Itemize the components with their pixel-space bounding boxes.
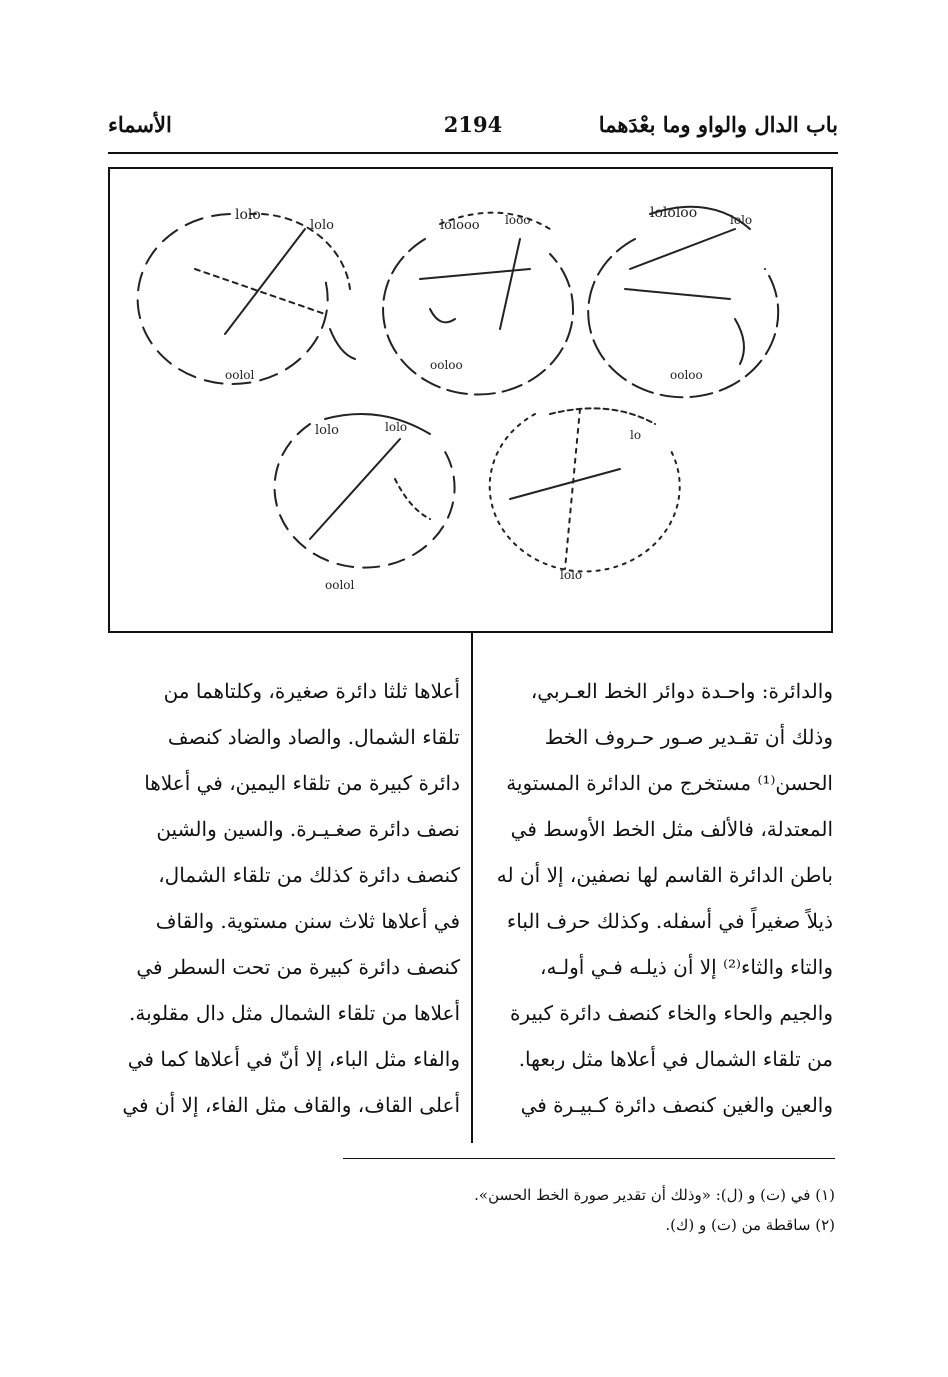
svg-text:oolol: oolol [325, 578, 355, 592]
footnotes [474, 1180, 835, 1240]
text-line: ذيلاً صغيراً في أسفله. وكذلك حرف الباء [506, 909, 833, 933]
text-line: أعلى القاف، والقاف مثل الفاء، إلا أن في [122, 1093, 460, 1117]
svg-text:oolol: oolol [225, 368, 255, 382]
text-line: الحسن⁽¹⁾ مستخرج من الدائرة المستوية [506, 771, 833, 795]
svg-text:lolo: lolo [235, 207, 261, 223]
prosody-circles-figure [108, 167, 833, 633]
footnote-rule [343, 1158, 835, 1159]
text-line: والفاء مثل الباء، إلا أنّ في أعلاها كما في [127, 1047, 460, 1071]
text-column-right [485, 668, 833, 1128]
text-line: أعلاها من تلقاء الشمال مثل دال مقلوبة. [129, 1001, 460, 1025]
text-line: كنصف دائرة كبيرة من تحت السطر في [136, 955, 460, 979]
svg-text:lolooo: lolooo [440, 218, 480, 233]
text-line: في أعلاها ثلاث سنن مستوية. والقاف [155, 909, 460, 933]
footnote: (٢) ساقطة من (ت) و (ك). [665, 1216, 835, 1234]
svg-text:ooloo: ooloo [430, 358, 463, 372]
text-line: دائرة كبيرة من تلقاء اليمين، في أعلاها [144, 771, 460, 795]
svg-text:lo: lo [630, 428, 642, 442]
circle-drawing-3 [588, 205, 778, 397]
circle-drawing-5 [490, 408, 680, 582]
prosody-circles-drawing [110, 169, 835, 635]
svg-text:ooloo: ooloo [670, 368, 703, 382]
text-line: تلقاء الشمال. والصاد والضاد كنصف [167, 725, 460, 749]
text-line: نصف دائرة صغـيـرة. والسين والشين [156, 817, 460, 841]
text-line: باطن الدائرة القاسم لها نصفين، إلا أن له [496, 863, 833, 887]
text-line: وذلك أن تقـدير صـور حـروف الخط [544, 725, 833, 749]
page-number: 2194 [443, 112, 503, 137]
text-line: كنصف دائرة كذلك من تلقاء الشمال، [158, 863, 460, 887]
svg-text:lolo: lolo [730, 213, 753, 227]
header-rule [108, 152, 838, 154]
text-line: والدائرة: واحـدة دوائر الخط العـربي، [530, 679, 833, 703]
svg-text:lololoo: lololoo [650, 205, 698, 221]
circle-drawing-1 [138, 207, 355, 384]
column-divider [471, 633, 473, 1143]
svg-text:lolo: lolo [560, 568, 583, 582]
text-line: والجيم والحاء والخاء كنصف دائرة كبيرة [509, 1001, 833, 1025]
text-column-left [105, 668, 460, 1128]
circle-drawing-4 [275, 414, 455, 592]
section-title: الأسماء [108, 112, 172, 137]
svg-text:looo: looo [505, 213, 531, 227]
text-line: من تلقاء الشمال في أعلاها مثل ربعها. [518, 1047, 833, 1071]
svg-text:lolo: lolo [310, 218, 334, 233]
text-line: أعلاها ثلثا دائرة صغيرة، وكلتاهما من [163, 679, 460, 703]
svg-text:lolo: lolo [315, 423, 339, 438]
page-header [108, 112, 838, 152]
text-line: والتاء والثاء⁽²⁾ إلا أن ذيلـه فـي أولـه، [539, 955, 833, 979]
svg-text:lolo: lolo [385, 420, 408, 434]
text-line: المعتدلة، فالألف مثل الخط الأوسط في [510, 817, 833, 841]
text-line: والعين والغين كنصف دائرة كـبيـرة في [520, 1093, 833, 1117]
footnote: (١) في (ت) و (ل): «وذلك أن تقدير صورة الخط الحسن». [474, 1186, 835, 1204]
chapter-title: باب الدال والواو وما بعْدَهما [598, 112, 838, 137]
circle-drawing-2 [383, 213, 573, 395]
